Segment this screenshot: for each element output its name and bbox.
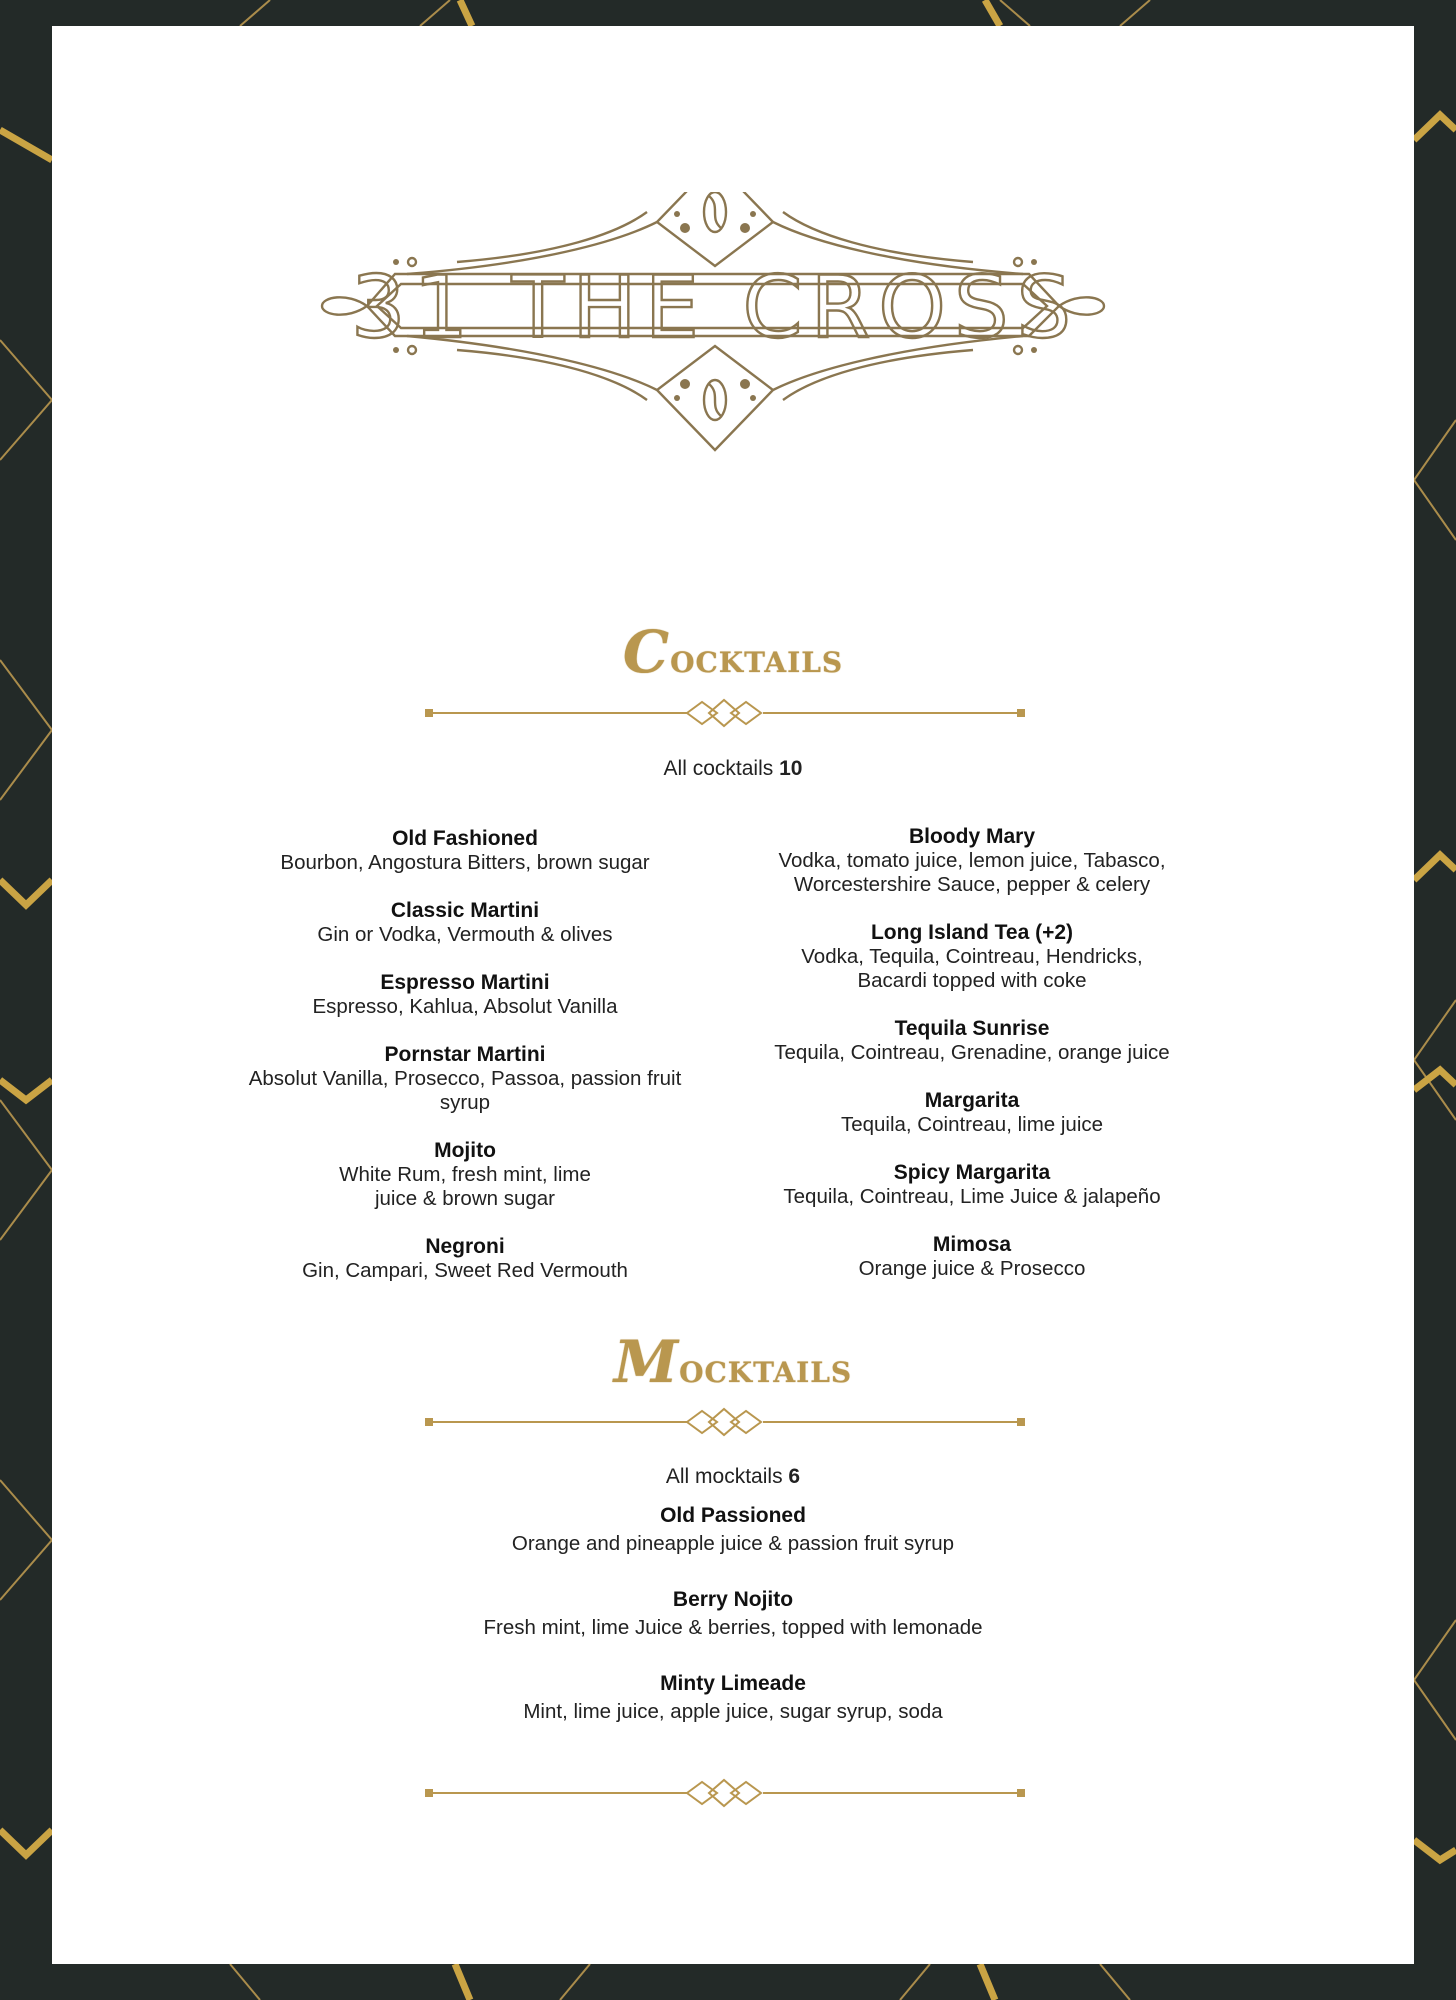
menu-item-margarita: Margarita Tequila, Cointreau, lime juice [840, 1089, 1104, 1136]
mocktails-price-value: 6 [788, 1465, 801, 1488]
cocktails-price-value: 10 [779, 757, 803, 780]
mocktails-column [383, 1504, 1083, 1756]
menu-card [52, 26, 1414, 1964]
menu-item-pornstar-martini: Pornstar Martini Absolut Vanilla, Prosecco, Passoa, passion fruit syrup [248, 1043, 682, 1114]
cocktails-price: All cocktails 10 [663, 757, 803, 780]
ornament-divider-bottom [425, 1778, 1025, 1808]
menu-item-tequila-sunrise: Tequila Sunrise Tequila, Cointreau, Grenadine, orange juice [774, 1017, 1170, 1064]
menu-item-negroni: Negroni Gin, Campari, Sweet Red Vermouth [302, 1235, 628, 1282]
menu-item-mimosa: Mimosa Orange juice & Prosecco [858, 1233, 1086, 1280]
menu-item-berry-nojito: Berry Nojito Fresh mint, lime Juice & berries, topped with lemonade [483, 1588, 983, 1639]
cocktails-left-column [225, 827, 705, 1307]
menu-item-minty-limeade: Minty Limeade Mint, lime juice, apple juice, sugar syrup, soda [523, 1672, 943, 1723]
menu-item-spicy-margarita: Spicy Margarita Tequila, Cointreau, Lime Juice & jalapeño [783, 1161, 1161, 1208]
mocktails-title: Mocktails [613, 1328, 853, 1396]
menu-item-espresso-martini: Espresso Martini Espresso, Kahlua, Absolut Vanilla [312, 971, 618, 1018]
brand-logo [317, 192, 1147, 538]
menu-item-old-passioned: Old Passioned Orange and pineapple juice & passion fruit syrup [511, 1504, 955, 1555]
ornament-divider [425, 698, 1025, 728]
ornament-divider [425, 1407, 1025, 1437]
menu-item-bloody-mary: Bloody Mary Vodka, tomato juice, lemon juice, Tabasco, Worcestershire Sauce, pepper & celery [778, 825, 1166, 896]
cocktails-title: Cocktails [622, 618, 844, 686]
menu-item-mojito: Mojito White Rum, fresh mint, lime juice & brown sugar [339, 1139, 591, 1210]
menu-item-classic-martini: Classic Martini Gin or Vodka, Vermouth & olives [317, 899, 613, 946]
menu-item-long-island-tea: Long Island Tea (+2) Vodka, Tequila, Cointreau, Hendricks, Bacardi topped with coke [801, 921, 1143, 992]
mocktails-price: All mocktails 6 [665, 1465, 801, 1488]
menu-item-old-fashioned: Old Fashioned Bourbon, Angostura Bitters, brown sugar [280, 827, 650, 874]
cocktails-right-column [742, 825, 1202, 1305]
brand-name: 31 THE CROSS [350, 258, 1080, 358]
